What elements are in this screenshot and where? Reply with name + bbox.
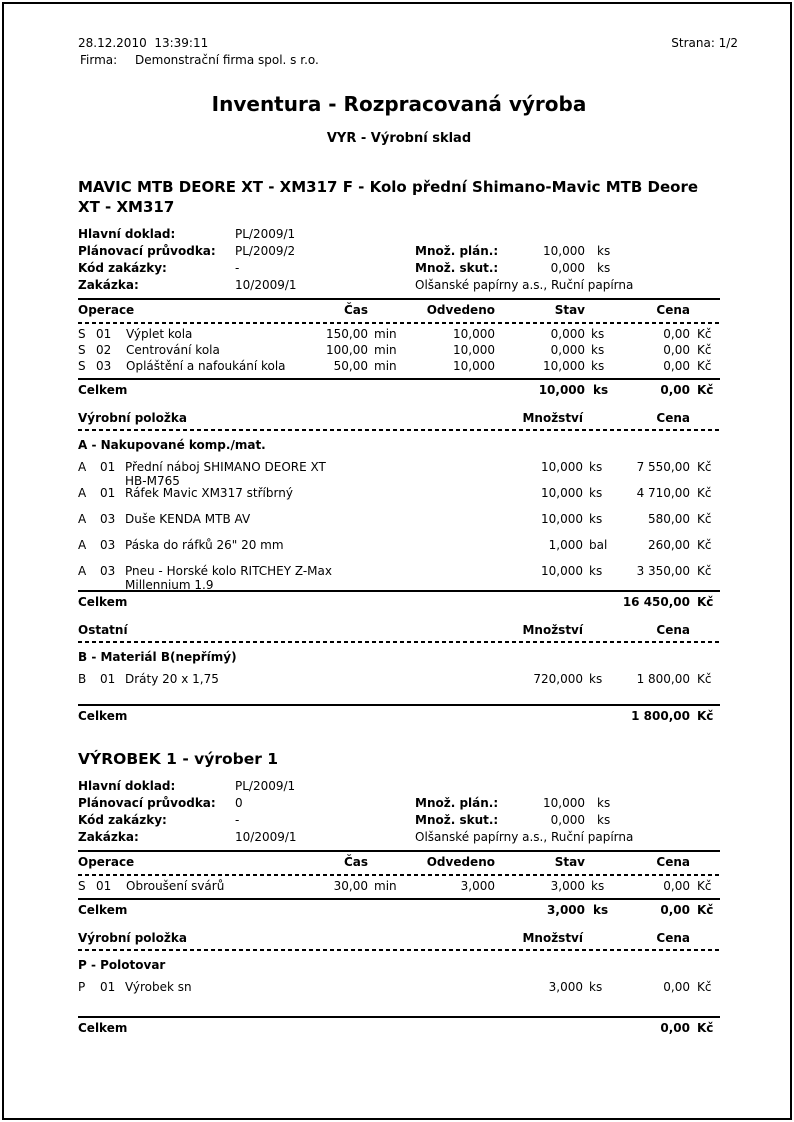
info-label: Plánovací průvodka: [78, 244, 216, 258]
info-value: PL/2009/1 [235, 779, 296, 793]
op-name: Opláštění a nafoukání kola [126, 359, 286, 373]
op-price: 0,00 [663, 359, 690, 373]
item-price-unit: Kč [697, 672, 712, 686]
item-price: 4 710,00 [636, 486, 690, 500]
col-item: Výrobní položka [78, 931, 187, 945]
total-price: 0,00 [660, 383, 690, 397]
op-code: S [78, 879, 86, 893]
operations-total-row [78, 898, 720, 917]
operations-header-row [78, 855, 720, 871]
total-price: 1 800,00 [631, 709, 690, 723]
item-price-unit: Kč [697, 538, 712, 552]
op-state: 3,000 [550, 879, 585, 893]
item-num: 03 [100, 538, 116, 552]
op-state: 10,000 [543, 359, 585, 373]
op-time: 150,00 [326, 327, 368, 341]
op-name: Centrování kola [126, 343, 220, 357]
item-price-unit: Kč [697, 512, 712, 526]
total-price: 0,00 [660, 1021, 690, 1035]
item-code: B [78, 672, 87, 686]
customer-name: Olšanské papírny a.s., Ruční papírna [415, 278, 634, 292]
item-name-line2: Millennium 1.9 [125, 578, 214, 592]
total-state: 3,000 [547, 903, 585, 917]
op-num: 03 [96, 359, 112, 373]
item-name: Duše KENDA MTB AV [125, 512, 251, 526]
item-price: 580,00 [648, 512, 690, 526]
report-page [78, 36, 738, 1035]
col-operace: Operace [78, 855, 135, 869]
info-value: - [235, 813, 240, 827]
item-row [78, 672, 720, 698]
op-state-unit: ks [591, 879, 605, 893]
section-heading: MAVIC MTB DEORE XT - XM317 F - Kolo přední Shimano-Mavic MTB Deore XT - XM317 [78, 178, 699, 216]
info-row [78, 779, 720, 796]
item-rows [78, 672, 720, 698]
col-operace: Operace [78, 303, 135, 317]
total-price: 16 450,00 [622, 595, 690, 609]
info-value: 10/2009/1 [235, 830, 297, 844]
op-state: 0,000 [550, 343, 585, 357]
op-price-unit: Kč [697, 359, 712, 373]
op-price: 0,00 [663, 879, 690, 893]
item-qty: 10,000 [541, 460, 583, 474]
item-name: Páska do ráfků 26" 20 mm [125, 538, 284, 552]
op-num: 01 [96, 879, 112, 893]
op-price-unit: Kč [697, 879, 712, 893]
dashed-divider [78, 641, 720, 643]
col-cas: Čas [343, 855, 368, 869]
op-state-unit: ks [591, 327, 605, 341]
item-price: 3 350,00 [636, 564, 690, 578]
items-total-row [78, 1016, 720, 1035]
item-code: A [78, 460, 87, 474]
col-odvedeno: Odvedeno [426, 303, 495, 317]
info-row [78, 830, 720, 847]
items-header-row [78, 623, 720, 638]
op-done: 10,000 [453, 359, 495, 373]
op-code: S [78, 327, 86, 341]
report-datetime: 28.12.2010 13:39:11 [78, 36, 209, 50]
info-value: 0,000 [550, 261, 585, 275]
item-row [78, 460, 720, 486]
item-row [78, 564, 720, 590]
divider [78, 850, 720, 852]
item-group-header: B - Materiál B(nepřímý) [78, 650, 237, 664]
info-row [78, 244, 720, 261]
total-label: Celkem [78, 1021, 128, 1035]
info-value: 10/2009/1 [235, 278, 297, 292]
info-value: PL/2009/2 [235, 244, 296, 258]
col-cena: Cena [656, 855, 690, 869]
company-name: Demonstrační firma spol. s r.o. [135, 53, 319, 67]
item-name: Ráfek Mavic XM317 stříbrný [125, 486, 293, 500]
info-unit: ks [597, 261, 611, 275]
dashed-divider [78, 429, 720, 431]
op-num: 02 [96, 343, 112, 357]
dashed-divider [78, 874, 720, 876]
item-qty: 720,000 [533, 672, 583, 686]
item-row [78, 512, 720, 538]
op-time: 50,00 [333, 359, 368, 373]
op-state-unit: ks [591, 343, 605, 357]
dashed-divider [78, 322, 720, 324]
item-num: 03 [100, 564, 116, 578]
dashed-divider [78, 949, 720, 951]
total-label: Celkem [78, 903, 128, 917]
item-row [78, 486, 720, 512]
customer-name: Olšanské papírny a.s., Ruční papírna [415, 830, 634, 844]
total-state-unit: ks [593, 383, 609, 397]
info-label: Hlavní doklad: [78, 227, 176, 241]
operations-header-row [78, 303, 720, 319]
item-num: 03 [100, 512, 116, 526]
col-odvedeno: Odvedeno [426, 855, 495, 869]
item-num: 01 [100, 460, 116, 474]
item-num: 01 [100, 486, 116, 500]
op-price: 0,00 [663, 343, 690, 357]
col-stav: Stav [554, 303, 585, 317]
total-state: 10,000 [538, 383, 585, 397]
info-value: - [235, 261, 240, 275]
op-price: 0,00 [663, 327, 690, 341]
info-block [78, 227, 720, 295]
op-done: 10,000 [453, 343, 495, 357]
item-row [78, 980, 720, 1006]
item-rows [78, 980, 720, 1006]
item-price: 1 800,00 [636, 672, 690, 686]
product-section-1 [78, 177, 720, 723]
op-done: 3,000 [460, 879, 495, 893]
item-code: A [78, 486, 87, 500]
item-group-header: A - Nakupované komp./mat. [78, 438, 266, 452]
op-time-unit: min [374, 343, 397, 357]
op-time-unit: min [374, 359, 397, 373]
item-name: Pneu - Horské kolo RITCHEY Z-Max Millennium 1.9 [125, 564, 493, 592]
page-number: Strana: 1/2 [671, 36, 738, 50]
op-price-unit: Kč [697, 327, 712, 341]
item-group-header: P - Polotovar [78, 958, 166, 972]
total-price-unit: Kč [697, 709, 714, 723]
op-code: S [78, 343, 86, 357]
total-label: Celkem [78, 595, 128, 609]
item-price: 260,00 [648, 538, 690, 552]
op-num: 01 [96, 327, 112, 341]
item-name: Výrobek sn [125, 980, 192, 994]
items-table [78, 931, 720, 1035]
items-header-row [78, 931, 720, 946]
info-label: Množ. skut.: [415, 813, 499, 827]
info-value: 10,000 [543, 244, 585, 258]
item-qty-unit: ks [589, 980, 603, 994]
op-time-unit: min [374, 327, 397, 341]
item-code: P [78, 980, 86, 994]
info-row [78, 261, 720, 278]
total-price-unit: Kč [697, 383, 714, 397]
total-price-unit: Kč [697, 595, 714, 609]
total-label: Celkem [78, 709, 128, 723]
item-price-unit: Kč [697, 460, 712, 474]
info-unit: ks [597, 244, 611, 258]
operation-row [78, 879, 720, 895]
info-row [78, 813, 720, 830]
operation-row [78, 359, 720, 375]
total-label: Celkem [78, 383, 128, 397]
items-header-row [78, 411, 720, 426]
item-qty-unit: ks [589, 512, 603, 526]
total-state-unit: ks [593, 903, 609, 917]
item-num: 01 [100, 672, 116, 686]
info-label: Množ. plán.: [415, 244, 499, 258]
report-subtitle: VYR - Výrobní sklad [326, 131, 472, 146]
items-table [78, 411, 720, 609]
op-state: 0,000 [550, 327, 585, 341]
item-code: A [78, 538, 87, 552]
item-price-unit: Kč [697, 564, 712, 578]
item-qty: 10,000 [541, 512, 583, 526]
op-time: 30,00 [333, 879, 368, 893]
info-label: Plánovací průvodka: [78, 796, 216, 810]
col-cas: Čas [343, 303, 368, 317]
item-qty: 3,000 [548, 980, 583, 994]
product-section-2 [78, 749, 720, 1035]
item-row [78, 538, 720, 564]
info-value: PL/2009/1 [235, 227, 296, 241]
col-qty: Množství [522, 623, 583, 637]
op-time-unit: min [374, 879, 397, 893]
info-label: Hlavní doklad: [78, 779, 176, 793]
item-price: 0,00 [663, 980, 690, 994]
info-unit: ks [597, 813, 611, 827]
company-line [78, 53, 720, 70]
total-price-unit: Kč [697, 903, 714, 917]
op-name: Obroušení svárů [126, 879, 225, 893]
item-name: Přední náboj SHIMANO DEORE XT HB-M765 [125, 460, 493, 488]
op-done: 10,000 [453, 327, 495, 341]
info-block [78, 779, 720, 847]
info-value: 0 [235, 796, 243, 810]
col-item: Ostatní [78, 623, 128, 637]
op-name: Výplet kola [126, 327, 193, 341]
page-header [78, 36, 738, 70]
info-label: Kód zakázky: [78, 261, 167, 275]
item-price-unit: Kč [697, 486, 712, 500]
item-price-unit: Kč [697, 980, 712, 994]
info-label: Kód zakázky: [78, 813, 167, 827]
operation-row [78, 327, 720, 343]
item-qty-unit: bal [589, 538, 608, 552]
op-price-unit: Kč [697, 343, 712, 357]
info-row [78, 227, 720, 244]
op-state-unit: ks [591, 359, 605, 373]
info-label: Zakázka: [78, 278, 139, 292]
operations-total-row [78, 378, 720, 397]
item-qty: 10,000 [541, 564, 583, 578]
item-num: 01 [100, 980, 116, 994]
info-value: 0,000 [550, 813, 585, 827]
other-table [78, 623, 720, 723]
item-qty-unit: ks [589, 486, 603, 500]
info-row [78, 796, 720, 813]
col-qty: Množství [522, 931, 583, 945]
item-qty-unit: ks [589, 672, 603, 686]
item-qty-unit: ks [589, 564, 603, 578]
col-stav: Stav [554, 855, 585, 869]
item-qty: 10,000 [541, 486, 583, 500]
info-label: Množ. plán.: [415, 796, 499, 810]
item-code: A [78, 564, 87, 578]
col-cena: Cena [656, 303, 690, 317]
item-name: Dráty 20 x 1,75 [125, 672, 219, 686]
col-price: Cena [656, 931, 690, 945]
item-rows [78, 460, 720, 590]
info-label: Zakázka: [78, 830, 139, 844]
op-time: 100,00 [326, 343, 368, 357]
col-qty: Množství [522, 411, 583, 425]
items-total-row [78, 704, 720, 723]
company-label: Firma: [80, 53, 118, 67]
item-qty: 1,000 [548, 538, 583, 552]
op-code: S [78, 359, 86, 373]
info-unit: ks [597, 796, 611, 810]
total-price-unit: Kč [697, 1021, 714, 1035]
info-value: 10,000 [543, 796, 585, 810]
items-total-row [78, 590, 720, 609]
total-price: 0,00 [660, 903, 690, 917]
divider [78, 298, 720, 300]
item-code: A [78, 512, 87, 526]
info-row [78, 278, 720, 295]
col-price: Cena [656, 411, 690, 425]
item-qty-unit: ks [589, 460, 603, 474]
section-heading: VÝROBEK 1 - výrober 1 [78, 750, 279, 768]
col-price: Cena [656, 623, 690, 637]
info-label: Množ. skut.: [415, 261, 499, 275]
col-item: Výrobní položka [78, 411, 187, 425]
item-price: 7 550,00 [636, 460, 690, 474]
item-name-line2: HB-M765 [125, 474, 180, 488]
operation-row [78, 343, 720, 359]
report-title: Inventura - Rozpracovaná výroba [211, 92, 587, 116]
